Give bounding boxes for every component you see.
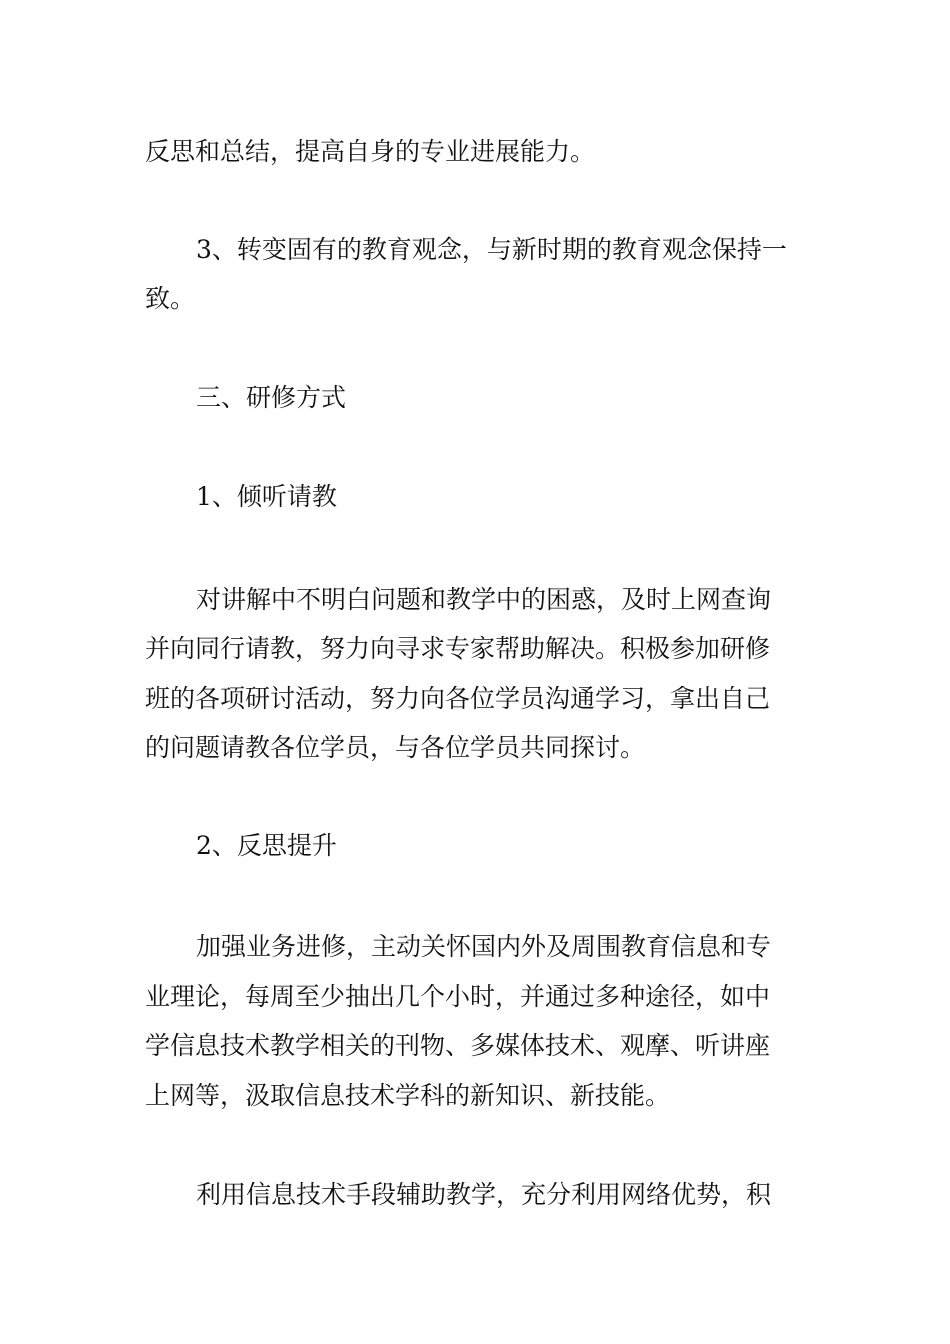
paragraph-line: 3、转变固有的教育观念，与新时期的教育观念保持一 [196,235,787,264]
paragraph-line: 对讲解中不明白问题和教学中的困惑，及时上网查询 [196,585,772,614]
subsection-heading: 2、反思提升 [196,831,337,860]
paragraph-line: 学信息技术教学相关的刊物、多媒体技术、观摩、听讲座 [145,1031,771,1060]
paragraph-line: 致。 [145,284,196,313]
paragraph-line: 业理论，每周至少抽出几个小时，并通过多种途径，如中 [145,982,771,1011]
paragraph-line: 加强业务进修，主动关怀国内外及周围教育信息和专 [196,932,772,961]
paragraph-line: 利用信息技术手段辅助教学，充分利用网络优势，积 [196,1180,772,1209]
paragraph-line: 的问题请教各位学员，与各位学员共同探讨。 [145,733,646,762]
section-heading: 三、研修方式 [196,383,347,412]
paragraph-line: 并向同行请教，努力向寻求专家帮助解决。积极参加研修 [145,634,771,663]
paragraph-line: 反思和总结，提高自身的专业进展能力。 [145,137,596,166]
paragraph-line: 班的各项研讨活动，努力向各位学员沟通学习，拿出自己 [145,684,771,713]
subsection-heading: 1、倾听请教 [196,482,337,511]
paragraph-line: 上网等，汲取信息技术学科的新知识、新技能。 [145,1081,671,1110]
